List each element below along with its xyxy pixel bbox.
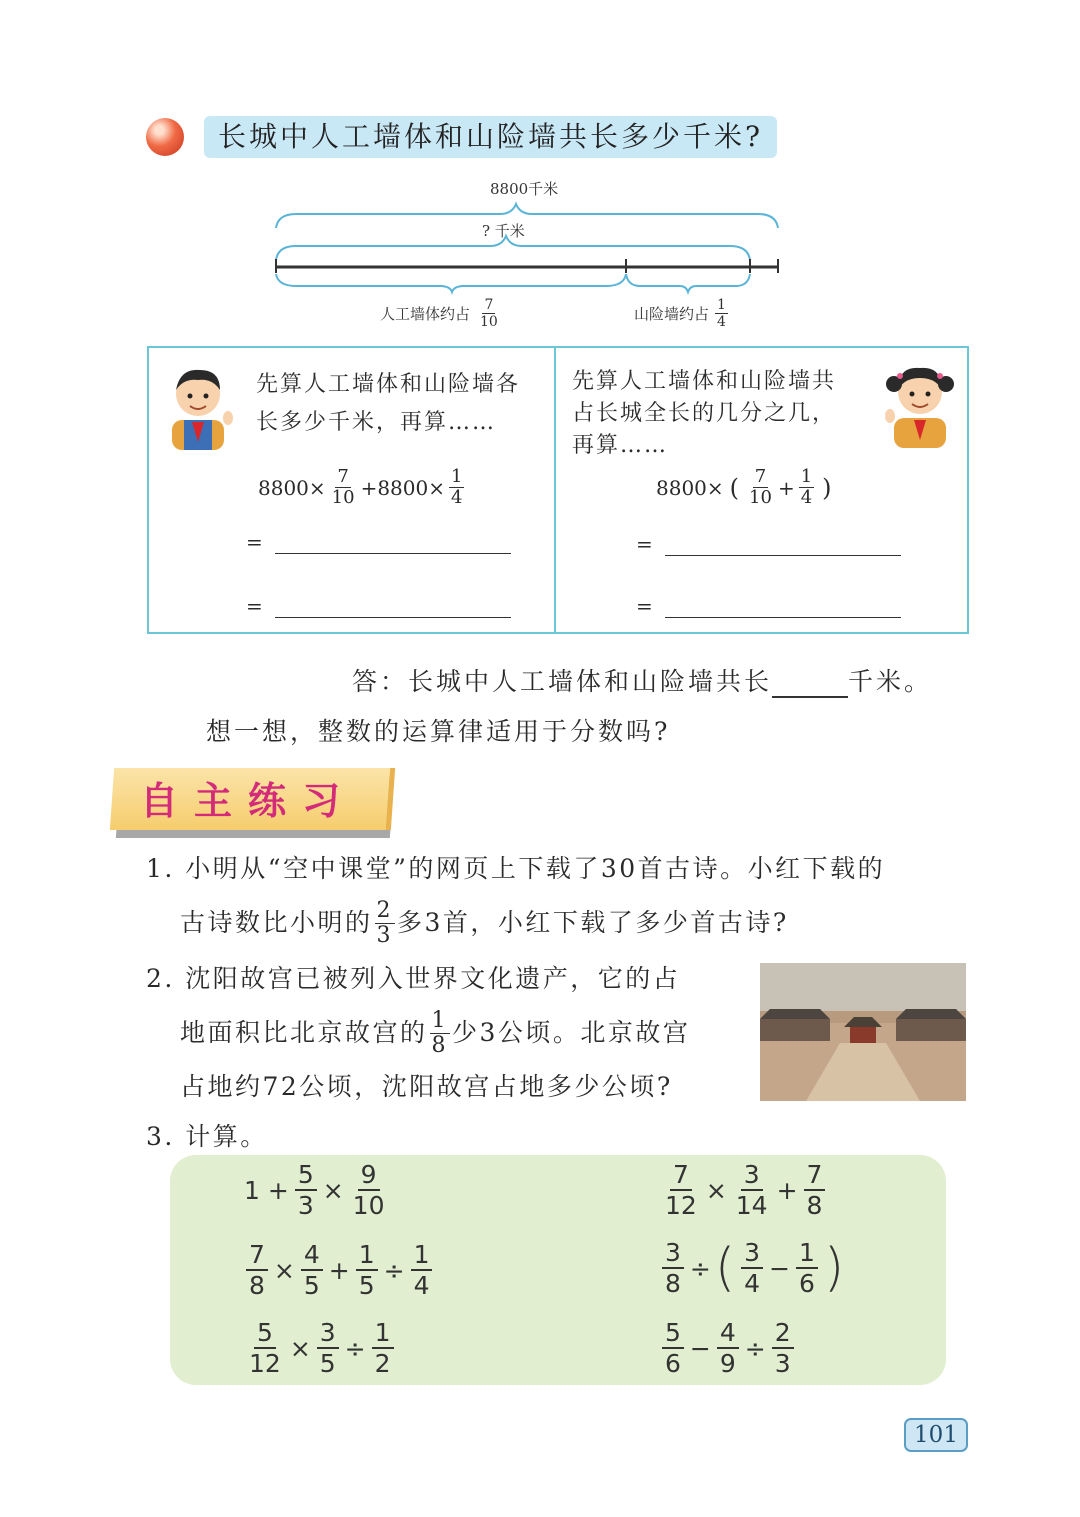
fraction xyxy=(246,1242,268,1298)
mountain-wall-label xyxy=(634,298,730,329)
answer-suffix: 千米。 xyxy=(848,667,933,696)
total-length-label: 8800千米 xyxy=(490,180,559,198)
fraction-numerator: 1 xyxy=(356,1242,378,1271)
operator: × xyxy=(705,1175,727,1205)
fraction-numerator: 7 xyxy=(337,466,349,487)
right-answer-line-2 xyxy=(636,594,901,618)
fraction-numerator: 9 xyxy=(358,1162,380,1191)
calc-expression-2 xyxy=(660,1162,827,1218)
fraction-numerator: 7 xyxy=(670,1162,692,1191)
shenyang-palace-photo xyxy=(760,963,966,1101)
fraction-numerator: 4 xyxy=(717,1320,739,1349)
fraction xyxy=(662,1162,700,1218)
fraction-denominator: 12 xyxy=(665,1191,697,1220)
fraction-numerator: 3 xyxy=(662,1240,684,1269)
fraction-numerator: 5 xyxy=(254,1320,276,1349)
fraction-numerator: 7 xyxy=(246,1242,268,1271)
fraction xyxy=(662,1320,684,1376)
boy-illustration xyxy=(162,362,234,454)
mountain-wall-text: 山险墙约占 xyxy=(634,305,710,323)
operator: × xyxy=(289,1333,311,1363)
fraction xyxy=(317,1320,339,1376)
fraction xyxy=(295,1162,317,1218)
fraction-denominator: 5 xyxy=(358,1271,375,1300)
fraction xyxy=(430,1007,451,1058)
fraction-denominator: 10 xyxy=(352,1191,385,1220)
operator: + xyxy=(328,1255,350,1285)
fraction-numerator: 3 xyxy=(741,1162,763,1191)
left-answer-line-1 xyxy=(246,530,511,554)
answer-prefix: 答：长城中人工墙体和山险墙共长 xyxy=(352,667,773,696)
fraction-numerator: 2 xyxy=(772,1320,794,1349)
right-method-line: 先算人工墙体和山险墙共 xyxy=(572,369,837,394)
fraction-numerator: 7 xyxy=(484,297,494,313)
left-method-line: 先算人工墙体和山险墙各 xyxy=(256,372,521,397)
left-expression xyxy=(258,468,466,507)
fraction-denominator: 8 xyxy=(806,1191,823,1220)
left-method-text xyxy=(256,366,520,442)
fraction-denominator: 3 xyxy=(297,1191,314,1220)
fraction xyxy=(411,1242,433,1298)
question-line xyxy=(146,1006,746,1060)
fraction-numerator: 1 xyxy=(411,1242,433,1271)
fraction-denominator: 10 xyxy=(749,487,772,508)
question-1 xyxy=(146,842,976,950)
calc-term: 1 + xyxy=(244,1175,289,1205)
calc-expression-6 xyxy=(660,1320,796,1376)
question-2 xyxy=(146,952,746,1114)
expr-term: 8800× xyxy=(656,475,724,500)
left-method-line: 长多少千米，再算…… xyxy=(256,410,497,435)
fraction-denominator: 4 xyxy=(717,314,726,330)
fraction-denominator: 5 xyxy=(319,1349,336,1378)
answer-blank[interactable] xyxy=(772,670,848,698)
fraction-denominator: 6 xyxy=(799,1269,815,1298)
fraction-numerator: 4 xyxy=(301,1242,323,1271)
fraction-numerator: 3 xyxy=(741,1240,763,1269)
fraction xyxy=(741,1240,763,1296)
calc-expression-3 xyxy=(244,1242,434,1298)
girl-illustration xyxy=(884,360,956,452)
fraction-denominator: 5 xyxy=(303,1271,320,1300)
fraction xyxy=(301,1242,323,1298)
question-line xyxy=(146,896,976,950)
fraction xyxy=(747,468,774,507)
operator: ÷ xyxy=(689,1253,711,1283)
right-method-line: 占长城全长的几分之几， xyxy=(572,401,837,426)
fraction xyxy=(799,468,814,507)
fraction-numerator: 1 xyxy=(372,1320,394,1349)
fraction-denominator: 4 xyxy=(744,1269,761,1298)
answer-blank[interactable] xyxy=(275,595,511,618)
fraction-denominator: 3 xyxy=(774,1349,791,1378)
fraction-denominator: 2 xyxy=(374,1349,391,1378)
operator: ÷ xyxy=(344,1333,366,1363)
fraction xyxy=(246,1320,284,1376)
answer-blank[interactable] xyxy=(665,533,901,556)
fraction xyxy=(375,897,396,948)
close-paren: ) xyxy=(823,1238,845,1298)
question-line: 2. 沈阳故宫已被列入世界文化遗产，它的占 xyxy=(146,964,681,993)
mountain-wall-fraction xyxy=(715,298,728,329)
answer-blank[interactable] xyxy=(275,531,511,554)
question-line: 占地约72公顷，沈阳故宫占地多少公顷? xyxy=(180,1072,673,1101)
open-paren: ( xyxy=(714,1238,736,1298)
fraction-denominator: 10 xyxy=(480,314,498,330)
expr-term: +8800× xyxy=(360,475,445,500)
fraction-numerator: 2 xyxy=(376,897,394,923)
fraction-denominator: 10 xyxy=(331,487,355,508)
fraction xyxy=(662,1240,684,1296)
fraction-numerator: 7 xyxy=(804,1162,826,1191)
fraction xyxy=(449,468,464,507)
fraction-denominator: 14 xyxy=(735,1191,768,1220)
close-paren: ) xyxy=(822,473,832,502)
expr-term: 8800× xyxy=(258,475,326,500)
fraction-numerator: 1 xyxy=(450,466,463,487)
fraction-denominator: 12 xyxy=(249,1349,281,1378)
question-text: 少3公顷。北京故宫 xyxy=(452,1018,691,1047)
practice-title: 自主练习 xyxy=(140,779,357,823)
question-line: 1. 小明从“空中课堂”的网页上下载了30首古诗。小红下载的 xyxy=(146,854,886,883)
fraction-numerator: 7 xyxy=(754,466,767,487)
fraction-numerator: 1 xyxy=(796,1240,818,1269)
page-number: 101 xyxy=(904,1418,968,1452)
think-question: 想一想，整数的运算律适用于分数吗? xyxy=(206,717,671,746)
fraction xyxy=(717,1320,739,1376)
operator: − xyxy=(689,1333,711,1363)
artificial-wall-label xyxy=(380,298,502,329)
fraction xyxy=(772,1320,794,1376)
fraction xyxy=(350,1162,388,1218)
fraction-numerator: 1 xyxy=(800,466,813,487)
right-method-text xyxy=(572,366,836,462)
fraction-denominator: 9 xyxy=(719,1349,736,1378)
fraction xyxy=(733,1162,771,1218)
fraction-denominator: 3 xyxy=(376,922,394,948)
artificial-wall-text: 人工墙体约占 xyxy=(380,305,471,323)
fraction xyxy=(796,1240,818,1296)
artificial-wall-fraction xyxy=(478,298,500,329)
fraction-numerator: 1 xyxy=(717,297,726,313)
fraction-denominator: 8 xyxy=(249,1271,265,1300)
equals-sign: = xyxy=(636,594,653,618)
fraction xyxy=(804,1162,826,1218)
calc-expression-5 xyxy=(244,1320,396,1376)
question-text: 多3首，小红下载了多少首古诗? xyxy=(397,908,789,937)
operator: ÷ xyxy=(744,1333,766,1363)
right-answer-line-1 xyxy=(636,532,901,556)
question-3-label: 3. 计算。 xyxy=(146,1122,268,1151)
answer-blank[interactable] xyxy=(665,595,901,618)
left-answer-line-2 xyxy=(246,594,511,618)
operator: × xyxy=(273,1255,295,1285)
fraction-numerator: 1 xyxy=(431,1007,449,1033)
unknown-length-label: ? 千米 xyxy=(482,222,525,240)
equals-sign: = xyxy=(636,532,653,556)
question-text: 地面积比北京故宫的 xyxy=(180,1018,428,1047)
fraction-denominator: 4 xyxy=(450,487,463,508)
fraction-denominator: 4 xyxy=(413,1271,430,1300)
fraction-denominator: 4 xyxy=(800,487,813,508)
fraction xyxy=(356,1242,378,1298)
calc-expression-1 xyxy=(244,1162,389,1218)
fraction-denominator: 8 xyxy=(665,1269,681,1298)
fraction-denominator: 6 xyxy=(665,1349,681,1378)
question-title: 长城中人工墙体和山险墙共长多少千米? xyxy=(204,116,777,158)
operator: ÷ xyxy=(383,1255,405,1285)
equals-sign: = xyxy=(246,594,263,618)
answer-sentence xyxy=(352,662,932,698)
plus-sign: + xyxy=(777,475,795,500)
right-method-line: 再算…… xyxy=(572,433,669,458)
open-paren: ( xyxy=(729,473,740,502)
fraction xyxy=(372,1320,394,1376)
calc-expression-4 xyxy=(660,1240,844,1296)
fraction-numerator: 3 xyxy=(317,1320,339,1349)
red-ball-icon xyxy=(146,118,184,156)
operator: × xyxy=(322,1175,344,1205)
method-divider xyxy=(554,346,556,634)
fraction-denominator: 8 xyxy=(431,1032,449,1058)
equals-sign: = xyxy=(246,530,263,554)
fraction-numerator: 5 xyxy=(295,1162,317,1191)
fraction-numerator: 5 xyxy=(662,1320,684,1349)
right-expression xyxy=(656,468,832,507)
fraction xyxy=(330,468,357,507)
operator: + xyxy=(776,1175,798,1205)
operator: − xyxy=(769,1253,791,1283)
question-text: 古诗数比小明的 xyxy=(180,908,373,937)
